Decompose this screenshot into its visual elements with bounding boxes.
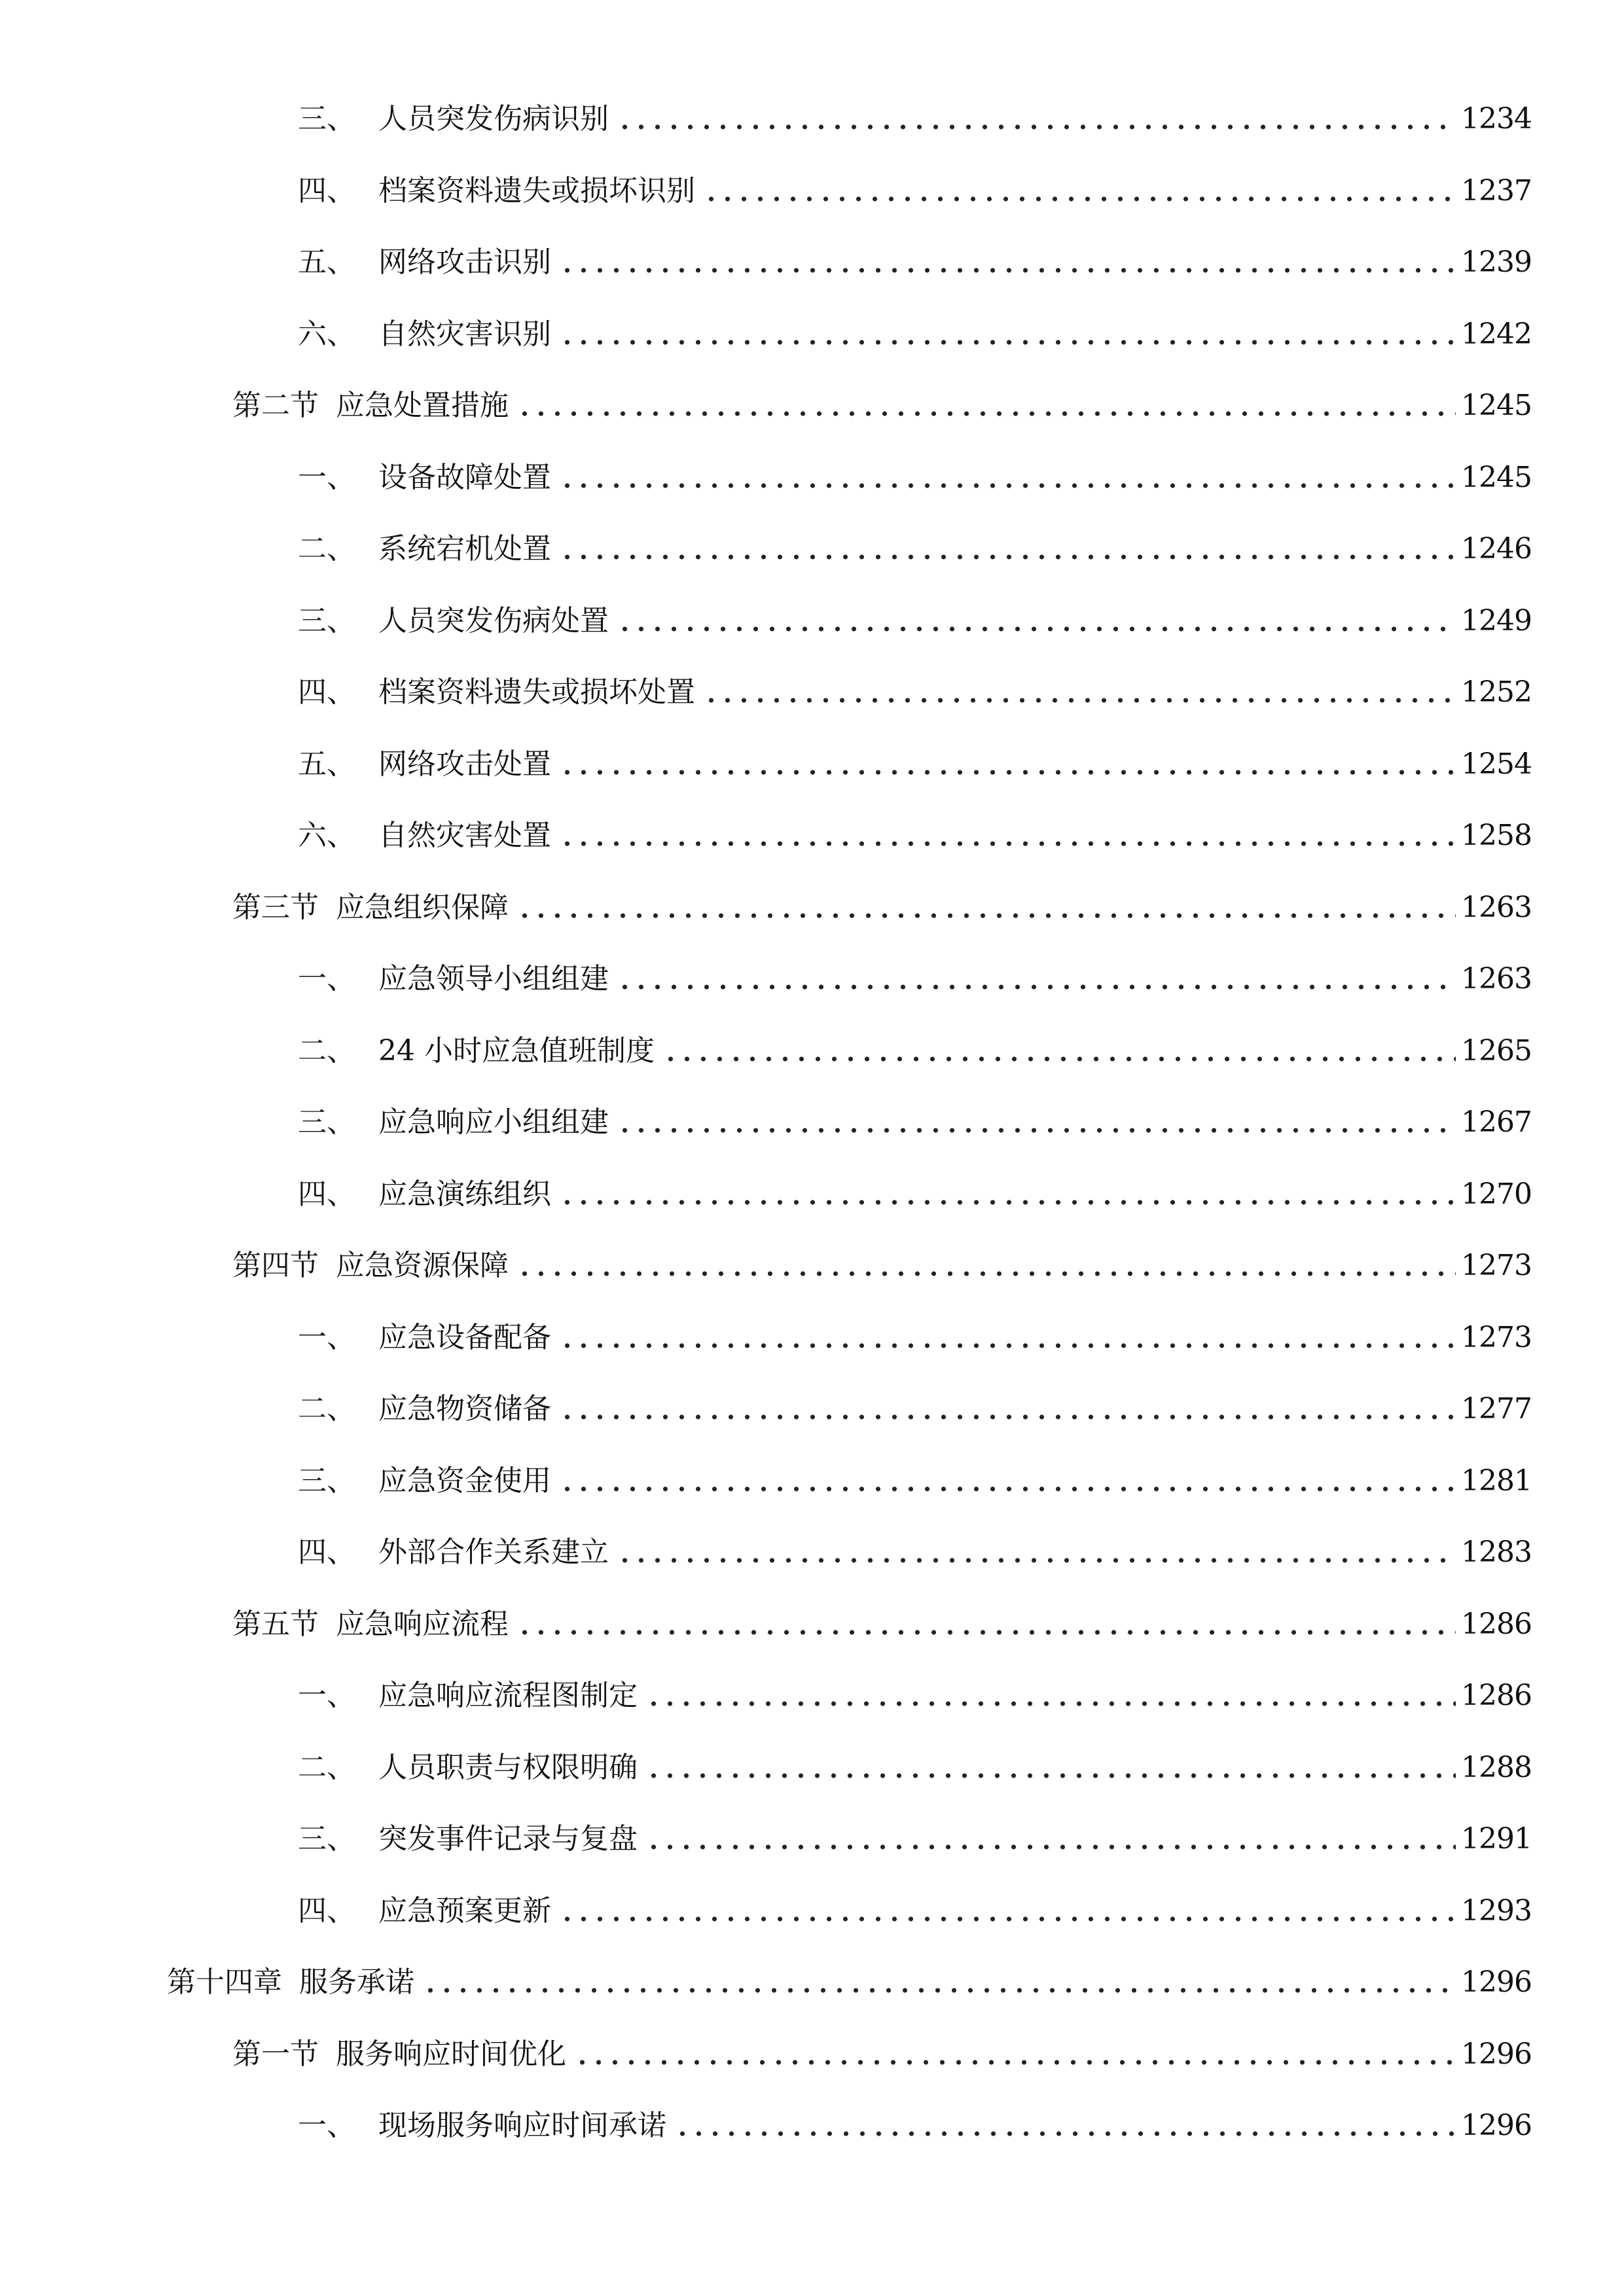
dot-leader xyxy=(559,738,1456,791)
toc-entry-page-number: 1239 xyxy=(1461,245,1532,279)
dot-leader xyxy=(559,1885,1456,1937)
toc-entry-title: 档案资料遗失或损坏处置 xyxy=(378,675,695,709)
dot-leader xyxy=(617,93,1456,145)
toc-entry-title: 应急演练组织 xyxy=(378,1177,551,1211)
toc-entry-number: 六、 xyxy=(298,317,355,351)
toc-entry-page-number: 1291 xyxy=(1461,1822,1532,1856)
toc-entry-page-number: 1245 xyxy=(1461,461,1532,494)
toc-entry-number: 四、 xyxy=(298,675,355,709)
toc-entry-number: 二、 xyxy=(298,532,355,565)
toc-entry-page-number: 1288 xyxy=(1461,1751,1532,1784)
toc-entry-page-number: 1258 xyxy=(1461,819,1532,852)
toc-entry-number: 三、 xyxy=(298,604,355,637)
toc-entry-number: 二、 xyxy=(298,1751,355,1784)
toc-entry-item[interactable] xyxy=(298,953,1532,1005)
toc-entry-item[interactable] xyxy=(298,1168,1532,1221)
toc-entry-item[interactable] xyxy=(298,810,1532,862)
toc-entry-title: 网络攻击处置 xyxy=(378,747,551,781)
toc-entry-page-number: 1277 xyxy=(1461,1392,1532,1426)
toc-entry-item[interactable] xyxy=(298,165,1532,217)
toc-entry-item[interactable] xyxy=(298,523,1532,575)
toc-entry-section[interactable] xyxy=(232,1598,1532,1651)
toc-entry-page-number: 1267 xyxy=(1461,1105,1532,1139)
toc-entry-item[interactable] xyxy=(298,1455,1532,1507)
dot-leader xyxy=(516,1240,1456,1292)
toc-entry-section[interactable] xyxy=(232,1240,1532,1292)
toc-entry-section[interactable] xyxy=(232,380,1532,432)
toc-entry-number: 四、 xyxy=(298,174,355,207)
toc-entry-item[interactable] xyxy=(298,2100,1532,2152)
toc-entry-number: 第二节 xyxy=(232,389,319,422)
toc-entry-number: 第五节 xyxy=(232,1607,319,1641)
toc-entry-item[interactable] xyxy=(298,93,1532,145)
toc-entry-number: 三、 xyxy=(298,1105,355,1139)
toc-entry-item[interactable] xyxy=(298,738,1532,791)
toc-entry-number: 第四节 xyxy=(232,1249,319,1282)
dot-leader xyxy=(574,2028,1456,2081)
toc-entry-title: 自然灾害识别 xyxy=(378,317,551,351)
toc-entry-item[interactable] xyxy=(298,1312,1532,1364)
toc-entry-number: 四、 xyxy=(298,1177,355,1211)
dot-leader xyxy=(674,2100,1456,2152)
toc-entry-page-number: 1252 xyxy=(1461,675,1532,709)
toc-entry-title: 应急响应流程 xyxy=(336,1607,509,1641)
toc-entry-item[interactable] xyxy=(298,1383,1532,1435)
toc-entry-number: 四、 xyxy=(298,1894,355,1928)
toc-entry-number: 一、 xyxy=(298,2109,355,2142)
toc-entry-item[interactable] xyxy=(298,595,1532,647)
toc-entry-number: 第一节 xyxy=(232,2037,319,2071)
toc-entry-item[interactable] xyxy=(298,452,1532,504)
toc-entry-number: 四、 xyxy=(298,1535,355,1569)
toc-entry-item[interactable] xyxy=(298,666,1532,719)
toc-entry-page-number: 1286 xyxy=(1461,1679,1532,1712)
dot-leader xyxy=(645,1742,1456,1794)
toc-entry-number: 二、 xyxy=(298,1392,355,1426)
toc-entry-title: 应急组织保障 xyxy=(336,891,509,924)
toc-entry-page-number: 1286 xyxy=(1461,1607,1532,1641)
toc-entry-title: 网络攻击识别 xyxy=(378,245,551,279)
toc-entry-page-number: 1249 xyxy=(1461,604,1532,637)
dot-leader xyxy=(662,1025,1456,1077)
toc-entry-number: 一、 xyxy=(298,962,355,996)
toc-entry-item[interactable] xyxy=(298,236,1532,289)
toc-entry-title: 现场服务响应时间承诺 xyxy=(378,2109,666,2142)
toc-entry-page-number: 1270 xyxy=(1461,1177,1532,1211)
toc-entry-title: 应急响应小组组建 xyxy=(378,1105,609,1139)
toc-entry-title: 突发事件记录与复盘 xyxy=(378,1822,638,1856)
toc-entry-page-number: 1281 xyxy=(1461,1464,1532,1498)
toc-entry-title: 服务承诺 xyxy=(299,1965,414,1999)
dot-leader xyxy=(617,953,1456,1005)
toc-entry-title: 人员突发伤病识别 xyxy=(378,102,609,135)
dot-leader xyxy=(559,308,1456,361)
toc-entry-number: 五、 xyxy=(298,747,355,781)
toc-entry-title: 外部合作关系建立 xyxy=(378,1535,609,1569)
dot-leader xyxy=(617,595,1456,647)
toc-entry-page-number: 1273 xyxy=(1461,1249,1532,1282)
toc-entry-page-number: 1263 xyxy=(1461,891,1532,924)
toc-entry-page-number: 1273 xyxy=(1461,1321,1532,1354)
dot-leader xyxy=(559,1383,1456,1435)
toc-entry-number: 六、 xyxy=(298,819,355,852)
dot-leader xyxy=(617,1526,1456,1579)
toc-entry-item[interactable] xyxy=(298,1670,1532,1722)
toc-entry-page-number: 1293 xyxy=(1461,1894,1532,1928)
toc-entry-page-number: 1245 xyxy=(1461,389,1532,422)
toc-entry-item[interactable] xyxy=(298,1025,1532,1077)
toc-entry-title: 档案资料遗失或损坏识别 xyxy=(378,174,695,207)
dot-leader xyxy=(645,1813,1456,1865)
toc-entry-page-number: 1234 xyxy=(1461,102,1532,135)
dot-leader xyxy=(703,165,1456,217)
toc-entry-number: 五、 xyxy=(298,245,355,279)
toc-entry-number: 一、 xyxy=(298,1679,355,1712)
dot-leader xyxy=(516,882,1456,934)
dot-leader xyxy=(422,1956,1456,2009)
toc-entry-number: 第十四章 xyxy=(167,1965,282,1999)
toc-entry-item[interactable] xyxy=(298,308,1532,361)
toc-entry-number: 一、 xyxy=(298,1321,355,1354)
toc-entry-title: 应急资金使用 xyxy=(378,1464,551,1498)
toc-entry-title: 人员职责与权限明确 xyxy=(378,1751,638,1784)
toc-entry-title: 应急资源保障 xyxy=(336,1249,509,1282)
toc-entry-item[interactable] xyxy=(298,1813,1532,1865)
toc-entry-title: 应急设备配备 xyxy=(378,1321,551,1354)
toc-entry-number: 一、 xyxy=(298,461,355,494)
toc-entry-chapter[interactable] xyxy=(167,1956,1532,2009)
toc-entry-number: 三、 xyxy=(298,1822,355,1856)
toc-entry-page-number: 1265 xyxy=(1461,1034,1532,1067)
dot-leader xyxy=(559,236,1456,289)
dot-leader xyxy=(703,666,1456,719)
toc-entry-item[interactable] xyxy=(298,1526,1532,1579)
toc-entry-page-number: 1246 xyxy=(1461,532,1532,565)
toc-entry-page-number: 1296 xyxy=(1461,2109,1532,2142)
toc-entry-title: 设备故障处置 xyxy=(378,461,551,494)
toc-entry-page-number: 1263 xyxy=(1461,962,1532,996)
toc-entry-title: 应急响应流程图制定 xyxy=(378,1679,638,1712)
dot-leader xyxy=(559,452,1456,504)
toc-entry-item[interactable] xyxy=(298,1096,1532,1149)
toc-entry-number: 三、 xyxy=(298,102,355,135)
toc-entry-title: 系统宕机处置 xyxy=(378,532,551,565)
toc-entry-title: 24 小时应急值班制度 xyxy=(378,1034,655,1067)
toc-entry-page-number: 1283 xyxy=(1461,1535,1532,1569)
toc-entry-title: 应急领导小组组建 xyxy=(378,962,609,996)
toc-entry-page-number: 1242 xyxy=(1461,317,1532,351)
toc-entry-item[interactable] xyxy=(298,1885,1532,1937)
dot-leader xyxy=(559,523,1456,575)
dot-leader xyxy=(559,1168,1456,1221)
toc-entry-page-number: 1237 xyxy=(1461,174,1532,207)
toc-entry-title: 自然灾害处置 xyxy=(378,819,551,852)
toc-entry-page-number: 1296 xyxy=(1461,2037,1532,2071)
dot-leader xyxy=(516,1598,1456,1651)
toc-entry-title: 人员突发伤病处置 xyxy=(378,604,609,637)
toc-entry-section[interactable] xyxy=(232,2028,1532,2081)
dot-leader xyxy=(559,1455,1456,1507)
toc-entry-title: 应急处置措施 xyxy=(336,389,509,422)
dot-leader xyxy=(559,1312,1456,1364)
dot-leader xyxy=(516,380,1456,432)
dot-leader xyxy=(617,1096,1456,1149)
toc-entry-number: 三、 xyxy=(298,1464,355,1498)
toc-entry-title: 服务响应时间优化 xyxy=(336,2037,566,2071)
toc-entry-page-number: 1296 xyxy=(1461,1965,1532,1999)
dot-leader xyxy=(559,810,1456,862)
toc-entry-number: 二、 xyxy=(298,1034,355,1067)
toc-entry-title: 应急物资储备 xyxy=(378,1392,551,1426)
toc-entry-page-number: 1254 xyxy=(1461,747,1532,781)
toc-entry-item[interactable] xyxy=(298,1742,1532,1794)
toc-entry-number: 第三节 xyxy=(232,891,319,924)
toc-entry-title: 应急预案更新 xyxy=(378,1894,551,1928)
dot-leader xyxy=(645,1670,1456,1722)
toc-entry-section[interactable] xyxy=(232,882,1532,934)
